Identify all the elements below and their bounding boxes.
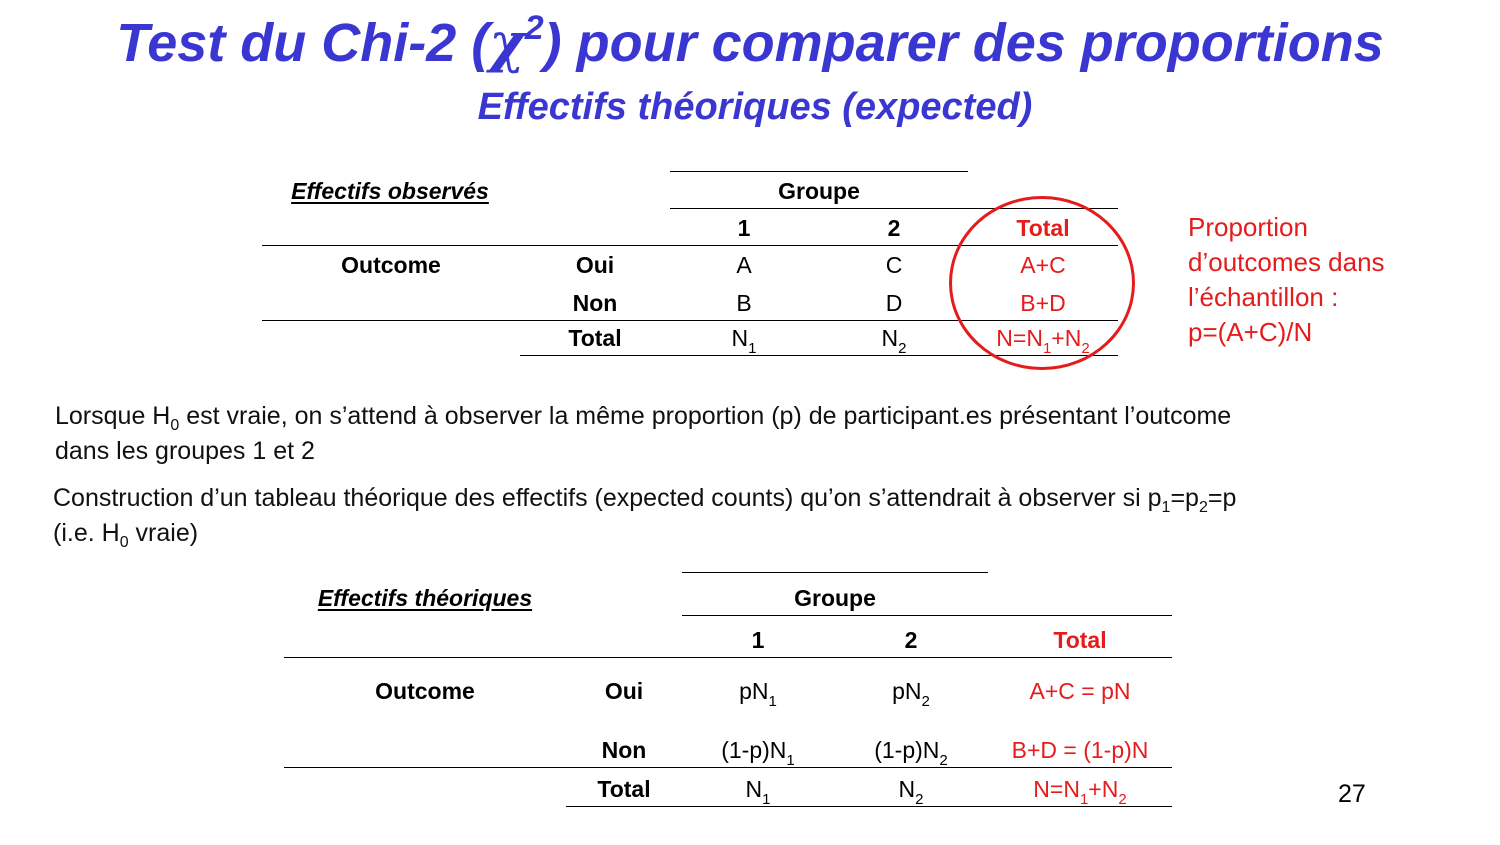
cell-non-g2: $(1-p)N_2$ — [874, 737, 948, 769]
cell-non-total: B+D = (1-p)N — [1011, 737, 1149, 763]
cell-grand-total: $N=N_1+N_2$ — [1033, 776, 1127, 808]
slide-subtitle: Effectifs théoriques (expected) — [477, 86, 1033, 128]
row-non-label: Non — [601, 737, 647, 763]
row-outcome-label: Outcome — [341, 252, 441, 278]
cell-oui-g2: C — [885, 252, 903, 278]
divider — [682, 572, 988, 573]
row-non-label: Non — [572, 290, 618, 316]
cell-oui-g2: $pN_2$ — [892, 678, 930, 710]
cell-oui-g1: $pN_1$ — [739, 678, 777, 710]
cell-grand-total: $N=N_1+N_2$ — [996, 325, 1090, 357]
cell-non-g1: B — [736, 290, 752, 316]
highlight-circle — [949, 196, 1135, 370]
cell-oui-total: A+C — [1020, 252, 1066, 278]
slide-title: Test du Chi-2 $(\chi^2)$ pour comparer des proportions — [116, 9, 1384, 74]
row-oui-label: Oui — [575, 252, 615, 278]
paragraph-construction: Construction d’un tableau théorique des effectifs (expected counts) qu’on s’attendrait à observer si $p_1=p_2=p$ (i.e. $H_0$ vraie) — [53, 484, 1237, 551]
cell-total-g1: $N_1$ — [731, 325, 757, 357]
divider — [670, 171, 968, 172]
paragraph-h0: Lorsque $H_0$ est vraie, on s’attend à observer la même proportion (p) de participant.es présentant l’outcome dans les groupes 1 et 2 — [55, 402, 1232, 465]
cell-non-total: B+D — [1020, 290, 1066, 316]
observed-table-title: Effectifs observés — [291, 178, 489, 204]
page-number: 27 — [1338, 780, 1366, 808]
row-total-label: Total — [568, 325, 622, 351]
cell-total-g2: $N_2$ — [898, 776, 924, 808]
divider — [284, 657, 1172, 658]
col-group-1: 1 — [751, 627, 765, 653]
col-group-1: 1 — [737, 215, 751, 241]
divider — [682, 615, 1172, 616]
col-total: Total — [1053, 627, 1107, 653]
col-total: Total — [1016, 215, 1070, 241]
row-oui-label: Oui — [604, 678, 644, 704]
cell-total-g2: $N_2$ — [881, 325, 907, 357]
cell-non-g2: D — [885, 290, 903, 316]
divider — [566, 806, 1172, 807]
row-total-label: Total — [597, 776, 651, 802]
cell-oui-g1: A — [736, 252, 752, 278]
group-header: Groupe — [778, 178, 860, 204]
group-header: Groupe — [794, 585, 876, 611]
row-outcome-label: Outcome — [375, 678, 475, 704]
cell-total-g1: $N_1$ — [745, 776, 771, 808]
col-group-2: 2 — [904, 627, 918, 653]
col-group-2: 2 — [887, 215, 901, 241]
divider — [284, 767, 1172, 768]
cell-oui-total: A+C = pN — [1029, 678, 1131, 704]
cell-non-g1: $(1-p)N_1$ — [721, 737, 795, 769]
expected-table-title: Effectifs théoriques — [317, 585, 533, 611]
proportion-note: Proportion d’outcomes dans l’échantillon : p=(A+C)/N — [1188, 212, 1385, 347]
chi-symbol: χ — [489, 10, 525, 74]
